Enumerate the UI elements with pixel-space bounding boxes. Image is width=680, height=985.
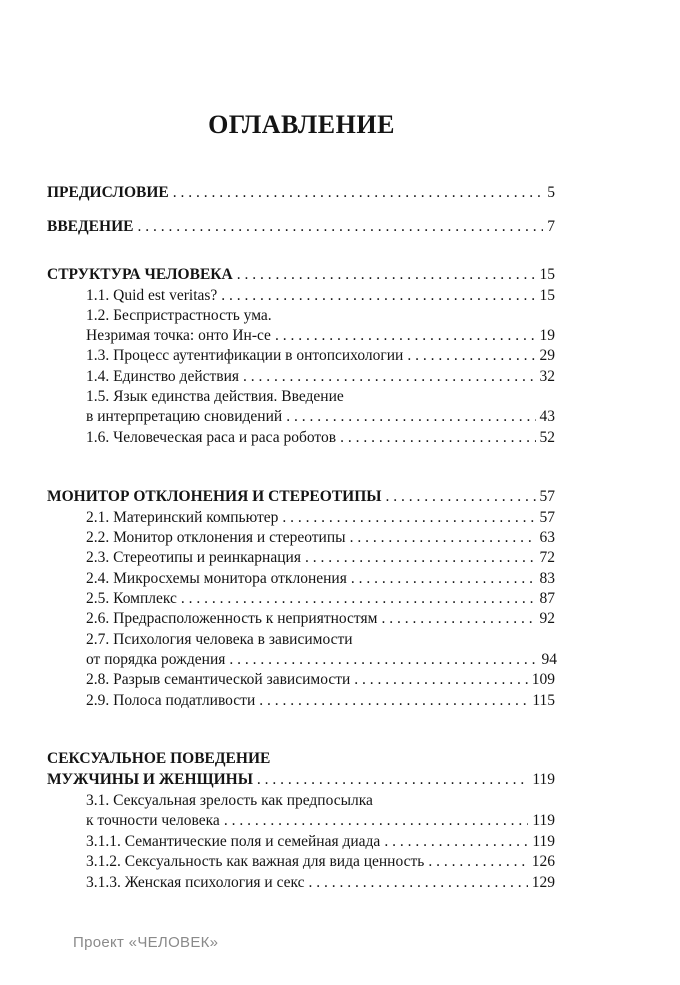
toc-entry-title: 2.3. Стереотипы и реинкарнация [86,549,301,566]
leader-dots [137,217,543,237]
toc-entry[interactable] [86,528,555,548]
toc-entry[interactable] [86,811,555,831]
toc-entry-title: 3.1.2. Сексуальность как важная для вида ценность [86,853,425,870]
toc-page-number: 32 [539,368,555,385]
toc-entry-title: 2.7. Психология человека в зависимости [86,631,353,648]
leader-dots [221,286,535,306]
toc-entry[interactable] [86,326,555,346]
toc-page-number: 126 [531,853,555,870]
leader-dots [385,487,535,507]
toc-page-number: 15 [539,287,555,304]
toc-entry-title: ВВЕДЕНИЕ [47,218,134,235]
leader-dots [354,670,527,690]
toc-entry[interactable] [86,832,555,852]
toc-entry-title: 1.1. Quid est veritas? [86,287,218,304]
toc-entry[interactable] [47,265,555,285]
toc-entry[interactable] [86,852,555,872]
leader-dots [305,548,536,568]
leader-dots [173,183,544,203]
toc-entry[interactable] [86,691,555,711]
toc-page-number: 119 [532,812,555,829]
toc-entry-title: 2.2. Монитор отклонения и стереотипы [86,529,346,546]
toc-entry-title: 1.5. Язык единства действия. Введение [86,388,344,405]
toc-entry[interactable] [47,183,555,203]
toc-entry-title: 3.1.1. Семантические поля и семейная диада [86,833,381,850]
leader-dots [224,811,528,831]
leader-dots [340,428,535,448]
toc-entry[interactable] [47,770,555,790]
toc-entry-title: от порядка рождения [86,651,226,668]
toc-entry-title: 3.1.3. Женская психология и секс [86,874,305,891]
toc-entry-title: 2.9. Полоса податливости [86,692,256,709]
leader-dots [181,589,536,609]
toc-entry-title: 3.1. Сексуальная зрелость как предпосылка [86,792,373,809]
toc-entry[interactable] [86,791,555,811]
toc-entry[interactable] [86,609,555,629]
toc-page-number: 119 [532,833,555,850]
leader-dots [275,326,536,346]
toc-entry[interactable] [86,569,555,589]
toc-entry-title: 1.2. Беспристрастность ума. [86,307,272,324]
toc-entry-title: 2.8. Разрыв семантической зависимости [86,671,351,688]
toc-page-number: 109 [531,671,555,688]
toc-entry-title: 2.5. Комплекс [86,590,177,607]
toc-entry-title: 2.1. Материнский компьютер [86,509,279,526]
toc-entry-title: МОНИТОР ОТКЛОНЕНИЯ И СТЕРЕОТИПЫ [47,488,382,505]
toc-page-number: 92 [539,610,555,627]
toc-page-number: 87 [539,590,555,607]
leader-dots [350,528,536,548]
toc-page-number: 63 [539,529,555,546]
toc-entry-title: 1.4. Единство действия [86,368,240,385]
toc-entry-title: Незримая точка: онто Ин-се [86,327,271,344]
toc-page-number: 115 [532,692,555,709]
leader-dots [428,852,527,872]
toc-entry-title: СЕКСУАЛЬНОЕ ПОВЕДЕНИЕ [47,750,271,767]
toc-page-number: 43 [539,408,555,425]
toc-page-number: 57 [539,509,555,526]
toc-entry-title: 1.6. Человеческая раса и раса роботов [86,429,337,446]
toc-entry[interactable] [86,286,555,306]
toc-entry[interactable] [86,670,555,690]
toc-entry[interactable] [86,650,557,670]
toc-entry[interactable] [86,548,555,568]
page-title: ОГЛАВЛЕНИЕ [208,110,395,139]
toc-entry-title: в интерпретацию сновидений [86,408,283,425]
toc-entry-title: СТРУКТУРА ЧЕЛОВЕКА [47,266,233,283]
leader-dots [229,650,537,670]
toc-entry[interactable] [47,749,555,769]
toc-entry[interactable] [86,367,555,387]
toc-entry[interactable] [86,407,555,427]
toc-entry[interactable] [86,428,555,448]
toc-page-number: 57 [539,488,555,505]
toc-entry[interactable] [86,589,555,609]
leader-dots [351,569,536,589]
toc-page-number: 5 [547,184,555,201]
toc-entry-title: 2.4. Микросхемы монитора отклонения [86,570,347,587]
toc-page-number: 119 [532,771,555,788]
leader-dots [237,265,536,285]
toc-page-number: 19 [539,327,555,344]
toc-entry[interactable] [86,306,555,326]
toc-page-number: 7 [547,218,555,235]
leader-dots [407,346,535,366]
toc-page-number: 29 [539,347,555,364]
toc-entry[interactable] [86,387,555,407]
toc-entry[interactable] [86,508,555,528]
toc-page-number: 72 [539,549,555,566]
toc-page-number: 129 [531,874,555,891]
leader-dots [257,770,528,790]
toc-entry[interactable] [47,487,555,507]
toc-entry-title: МУЖЧИНЫ И ЖЕНЩИНЫ [47,771,253,788]
leader-dots [282,508,535,528]
leader-dots [286,407,535,427]
leader-dots [384,832,528,852]
toc-page-number: 94 [541,651,557,668]
toc-page-number: 15 [539,266,555,283]
toc-entry[interactable] [86,873,555,893]
toc-entry[interactable] [86,630,555,650]
toc-entry-title: ПРЕДИСЛОВИЕ [47,184,169,201]
running-footer: Проект «ЧЕЛОВЕК» [73,934,219,951]
toc-entry-title: к точности человека [86,812,220,829]
leader-dots [243,367,535,387]
toc-entry-title: 2.6. Предрасположенность к неприятностям [86,610,378,627]
toc-page-number: 52 [539,429,555,446]
toc-page-number: 83 [539,570,555,587]
toc-entry-title: 1.3. Процесс аутентификации в онтопсихологии [86,347,404,364]
leader-dots [259,691,528,711]
toc-entry[interactable] [86,346,555,366]
toc-entry[interactable] [47,217,555,237]
leader-dots [381,609,535,629]
leader-dots [309,873,528,893]
